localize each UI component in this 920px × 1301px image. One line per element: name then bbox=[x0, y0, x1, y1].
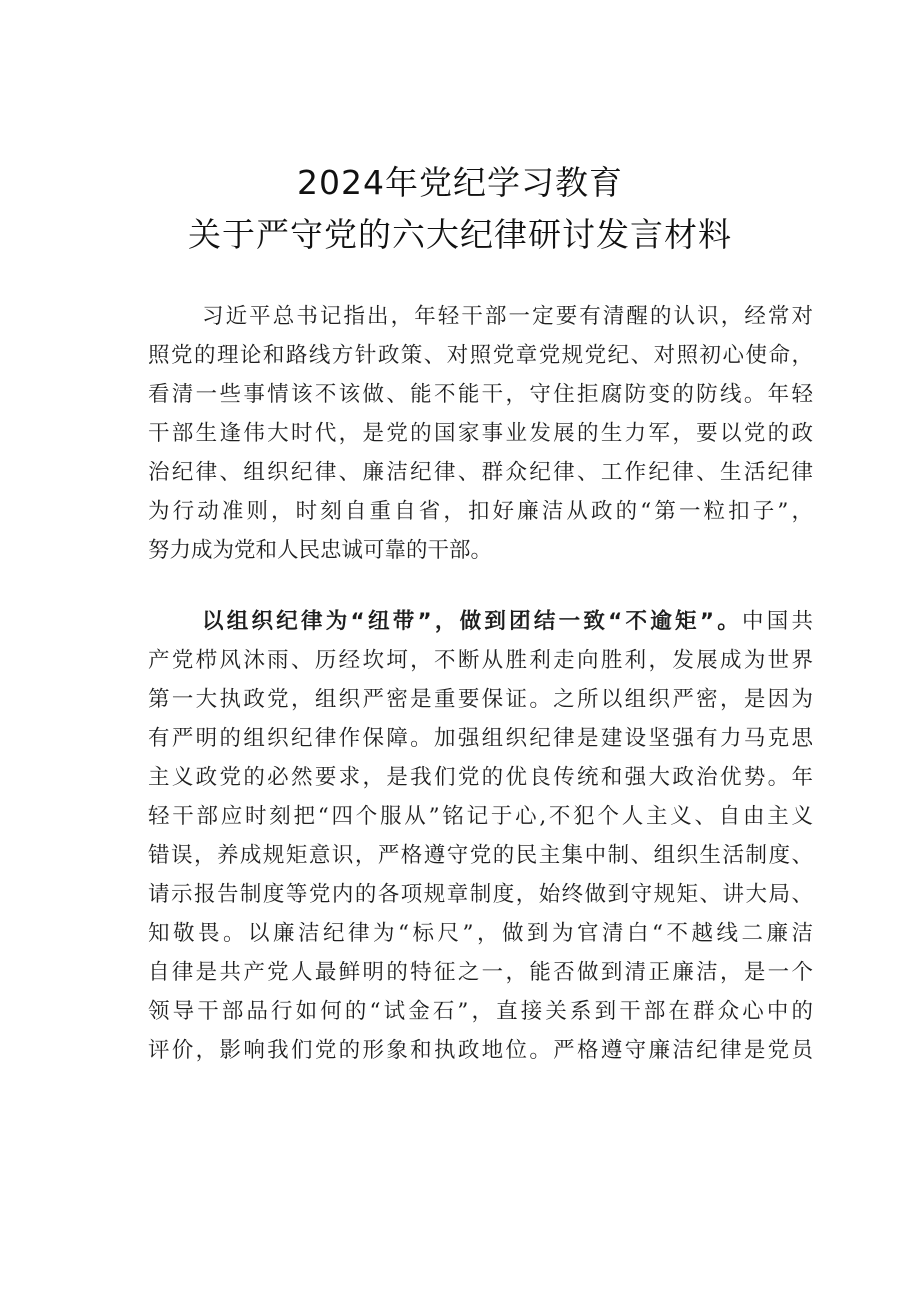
paragraph-intro bbox=[148, 297, 813, 570]
paragraph-line: 第一大执政党，组织严密是重要保证。之所以组织严密，是因为 bbox=[148, 687, 813, 712]
paragraph-line-rest: 中国共 bbox=[741, 609, 813, 634]
paragraph-line: 请示报告制度等党内的各项规章制度，始终做到守规矩、讲大局、 bbox=[148, 882, 813, 907]
paragraph-line: 领导干部品行如何的“试金石”，直接关系到干部在群众心中的 bbox=[148, 999, 813, 1024]
paragraph-line: 治纪律、组织纪律、廉洁纪律、群众纪律、工作纪律、生活纪律 bbox=[148, 460, 813, 485]
paragraph-line: 评价，影响我们党的形象和执政地位。严格遵守廉洁纪律是党员 bbox=[148, 1038, 813, 1063]
section-heading: 以组织纪律为“纽带”，做到团结一致“不逾矩”。 bbox=[202, 609, 742, 634]
paragraph-line: 习近平总书记指出，年轻干部一定要有清醒的认识，经常对 bbox=[202, 304, 813, 329]
paragraph-organization-discipline bbox=[148, 602, 813, 1070]
paragraph-line: 有严明的组织纪律作保障。加强组织纪律是建设坚强有力马克思 bbox=[148, 726, 813, 751]
paragraph-line: 照党的理论和路线方针政策、对照党章党规党纪、对照初心使命， bbox=[148, 343, 813, 368]
document-title-line-2: 关于严守党的六大纪律研讨发言材料 bbox=[188, 215, 732, 254]
paragraph-line: 看清一些事情该不该做、能不能干，守住拒腐防变的防线。年轻 bbox=[148, 382, 813, 407]
paragraph-line: 自律是共产党人最鲜明的特征之一，能否做到清正廉洁，是一个 bbox=[148, 960, 813, 985]
document-title-line-1: 2024年党纪学习教育 bbox=[297, 163, 623, 202]
paragraph-line: 错误，养成规矩意识，严格遵守党的民主集中制、组织生活制度、 bbox=[148, 843, 813, 868]
paragraph-line: 努力成为党和人民忠诚可靠的干部。 bbox=[148, 538, 493, 563]
paragraph-line: 为行动准则，时刻自重自省，扣好廉洁从政的“第一粒扣子”， bbox=[148, 499, 813, 524]
paragraph-line: 知敬畏。以廉洁纪律为“标尺”，做到为官清白“不越线二廉洁 bbox=[148, 921, 813, 946]
paragraph-line: 干部生逢伟大时代，是党的国家事业发展的生力军，要以党的政 bbox=[148, 421, 813, 446]
paragraph-first-line bbox=[148, 602, 813, 641]
paragraph-line: 轻干部应时刻把“四个服从”铭记于心,不犯个人主义、自由主义 bbox=[148, 804, 813, 829]
paragraph-line: 产党栉风沐雨、历经坎坷，不断从胜利走向胜利，发展成为世界 bbox=[148, 648, 813, 673]
paragraph-line: 主义政党的必然要求，是我们党的优良传统和强大政治优势。年 bbox=[148, 765, 813, 790]
